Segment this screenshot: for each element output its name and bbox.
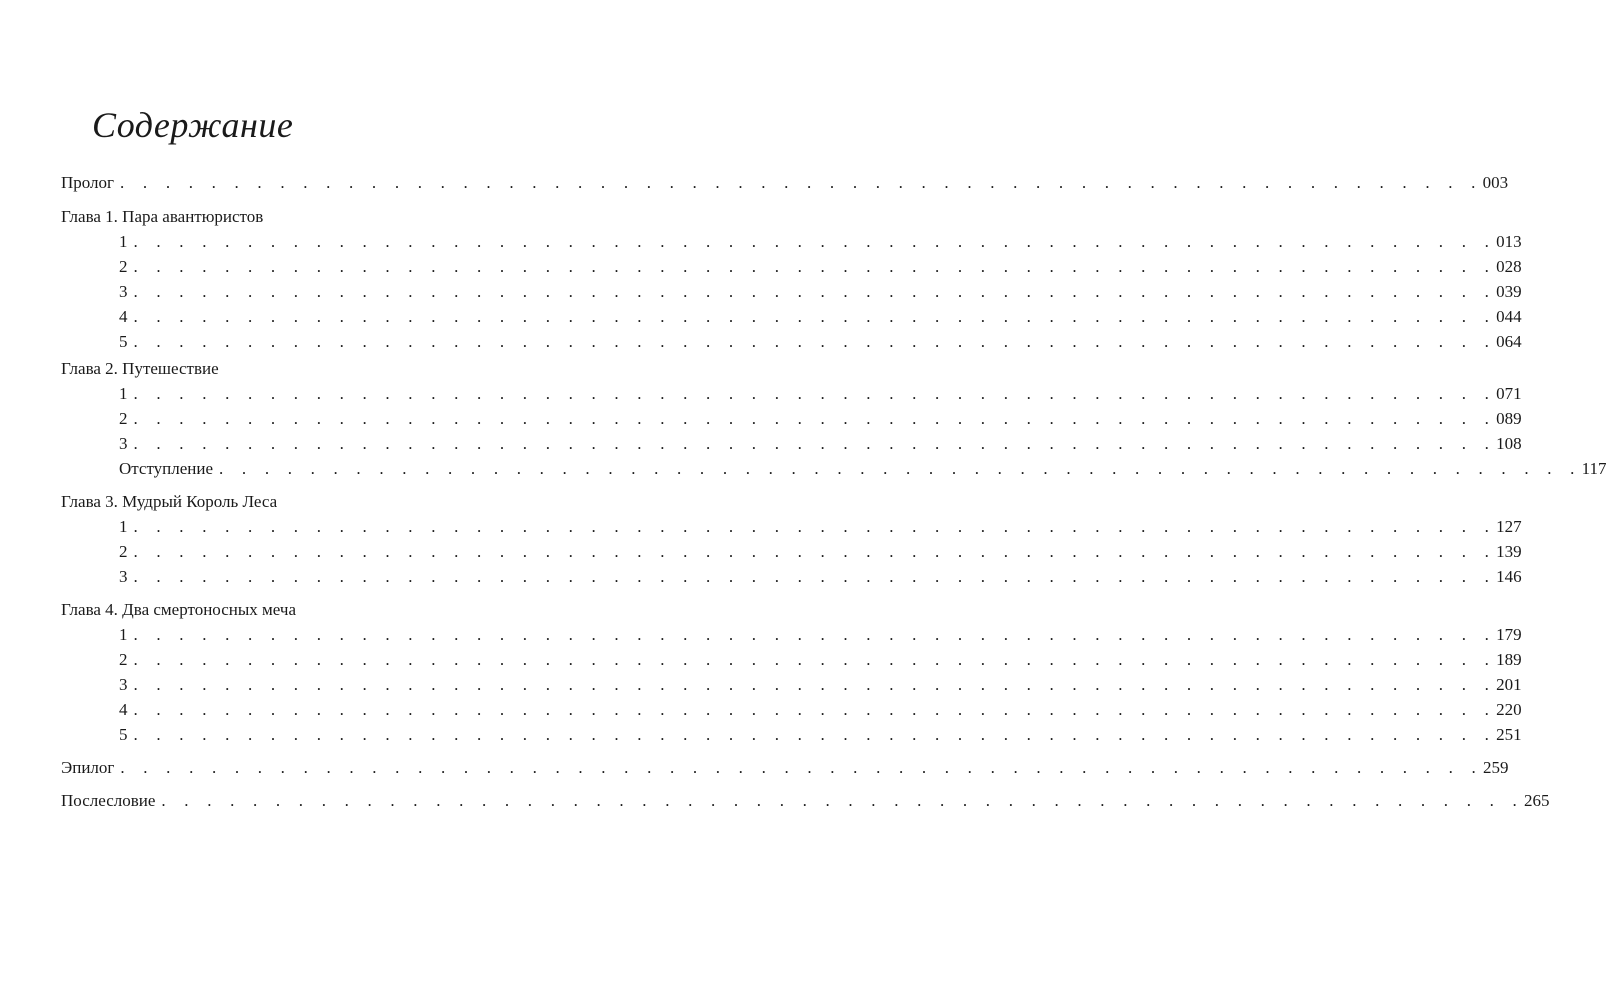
chapter-4-heading[interactable]: Глава 4. Два смертоносных меча <box>61 600 297 619</box>
toc-entry-label: 1 <box>119 384 128 403</box>
toc-entry-label: 1 <box>119 625 128 644</box>
toc-entry-label: 3 <box>119 282 128 301</box>
dot-leader: . . . . . . . . . . . . . . . . . . . . . . . . . . . . . . . . . . . . . . . . . . . . . . . . . . . . . . . . . . . . <box>133 517 1497 536</box>
dot-leader: . . . . . . . . . . . . . . . . . . . . . . . . . . . . . . . . . . . . . . . . . . . . . . . . . . . . . . . . . . . . <box>133 434 1497 453</box>
toc-entry-page: 251 <box>1496 725 1522 744</box>
dot-leader: . . . . . . . . . . . . . . . . . . . . . . . . . . . . . . . . . . . . . . . . . . . . . . . . . . . . . . . . . . . . <box>133 542 1497 561</box>
toc-entry-label: 3 <box>119 675 128 694</box>
toc-entry-label: 3 <box>119 567 128 586</box>
dot-leader: . . . . . . . . . . . . . . . . . . . . . . . . . . . . . . . . . . . . . . . . . . . . . . . . . . . . . . . . . . . . <box>133 409 1497 428</box>
chapter-1-heading[interactable]: Глава 1. Пара авантюристов <box>61 207 264 226</box>
dot-leader: . . . . . . . . . . . . . . . . . . . . . . . . . . . . . . . . . . . . . . . . . . . . . . . . . . . . . . . . . . . . <box>161 791 1524 810</box>
dot-leader: . . . . . . . . . . . . . . . . . . . . . . . . . . . . . . . . . . . . . . . . . . . . . . . . . . . . . . . . . . . . <box>133 675 1497 694</box>
toc-entry-label: 2 <box>119 650 128 669</box>
toc-entry-label: 5 <box>119 725 128 744</box>
toc-entry-label: 4 <box>119 700 128 719</box>
toc-entry-label: 2 <box>119 409 128 428</box>
toc-entry-label: Пролог <box>61 173 115 192</box>
toc-entry-label: Послесловие <box>61 791 156 810</box>
page-title: Содержание <box>92 105 294 145</box>
toc-entry-page: 179 <box>1496 625 1522 644</box>
toc-entry-page: 146 <box>1496 567 1522 586</box>
dot-leader: . . . . . . . . . . . . . . . . . . . . . . . . . . . . . . . . . . . . . . . . . . . . . . . . . . . . . . . . . . . . <box>133 232 1497 251</box>
dot-leader: . . . . . . . . . . . . . . . . . . . . . . . . . . . . . . . . . . . . . . . . . . . . . . . . . . . . . . . . . . . . <box>133 567 1497 586</box>
chapter-2-heading[interactable]: Глава 2. Путешествие <box>61 359 219 378</box>
dot-leader: . . . . . . . . . . . . . . . . . . . . . . . . . . . . . . . . . . . . . . . . . . . . . . . . . . . . . . . . . . . . <box>120 758 1483 777</box>
toc-entry-label: 2 <box>119 542 128 561</box>
toc-entry-ch4-s5[interactable] <box>119 723 1522 747</box>
toc-entry-page: 089 <box>1496 409 1522 428</box>
toc-entry-label: Отступление <box>119 459 214 478</box>
toc-entry-ch3-s3[interactable] <box>119 565 1522 589</box>
toc-entry-page: 220 <box>1496 700 1522 719</box>
toc-entry-page: 259 <box>1482 758 1509 777</box>
toc-entry-ch4-s2[interactable] <box>119 648 1522 672</box>
toc-entry-afterword[interactable] <box>61 789 1550 813</box>
toc-entry-page: 003 <box>1482 173 1509 192</box>
toc-entry-page: 071 <box>1496 384 1522 403</box>
dot-leader: . . . . . . . . . . . . . . . . . . . . . . . . . . . . . . . . . . . . . . . . . . . . . . . . . . . . . . . . . . . . <box>133 725 1497 744</box>
toc-entry-page: 044 <box>1496 307 1522 326</box>
toc-entry-label: 5 <box>119 332 128 351</box>
toc-entry-prologue[interactable] <box>61 171 1509 195</box>
chapter-3-heading[interactable]: Глава 3. Мудрый Король Леса <box>61 492 278 511</box>
dot-leader: . . . . . . . . . . . . . . . . . . . . . . . . . . . . . . . . . . . . . . . . . . . . . . . . . . . . . . . . . . . . <box>133 282 1497 301</box>
toc-entry-ch3-s1[interactable] <box>119 515 1522 539</box>
toc-entry-ch2-s1[interactable] <box>119 382 1522 406</box>
toc-entry-ch1-s4[interactable] <box>119 305 1522 329</box>
dot-leader: . . . . . . . . . . . . . . . . . . . . . . . . . . . . . . . . . . . . . . . . . . . . . . . . . . . . . . . . . . . . <box>133 384 1497 403</box>
toc-entry-label: Эпилог <box>61 758 115 777</box>
toc-entry-ch4-s3[interactable] <box>119 673 1522 697</box>
toc-entry-label: 1 <box>119 232 128 251</box>
toc-entry-page: 265 <box>1523 791 1550 810</box>
dot-leader: . . . . . . . . . . . . . . . . . . . . . . . . . . . . . . . . . . . . . . . . . . . . . . . . . . . . . . . . . . . . <box>133 332 1497 351</box>
toc-entry-ch4-s1[interactable] <box>119 623 1522 647</box>
toc-entry-ch1-s5[interactable] <box>119 330 1522 354</box>
toc-entry-label: 1 <box>119 517 128 536</box>
dot-leader: . . . . . . . . . . . . . . . . . . . . . . . . . . . . . . . . . . . . . . . . . . . . . . . . . . . . . . . . . . . . <box>120 173 1483 192</box>
toc-entry-ch2-s3[interactable] <box>119 432 1522 456</box>
toc-entry-page: 108 <box>1496 434 1522 453</box>
toc-entry-ch2-s2[interactable] <box>119 407 1522 431</box>
toc-entry-ch1-s2[interactable] <box>119 255 1522 279</box>
dot-leader: . . . . . . . . . . . . . . . . . . . . . . . . . . . . . . . . . . . . . . . . . . . . . . . . . . . . . . . . . . . . <box>133 700 1497 719</box>
toc-entry-page: 127 <box>1496 517 1522 536</box>
toc-entry-ch2-digression[interactable] <box>119 457 1606 481</box>
toc-entry-ch1-s1[interactable] <box>119 230 1522 254</box>
toc-entry-page: 039 <box>1496 282 1522 301</box>
toc-entry-label: 3 <box>119 434 128 453</box>
toc-entry-label: 2 <box>119 257 128 276</box>
toc-entry-ch4-s4[interactable] <box>119 698 1522 722</box>
toc-entry-page: 117 <box>1581 459 1606 478</box>
toc-entry-page: 013 <box>1496 232 1522 251</box>
toc-entry-page: 139 <box>1496 542 1522 561</box>
dot-leader: . . . . . . . . . . . . . . . . . . . . . . . . . . . . . . . . . . . . . . . . . . . . . . . . . . . . . . . . . . . . <box>133 650 1497 669</box>
dot-leader: . . . . . . . . . . . . . . . . . . . . . . . . . . . . . . . . . . . . . . . . . . . . . . . . . . . . . . . . . . . . <box>133 257 1497 276</box>
toc-entry-page: 064 <box>1496 332 1522 351</box>
toc-entry-ch3-s2[interactable] <box>119 540 1522 564</box>
toc-entry-ch1-s3[interactable] <box>119 280 1522 304</box>
toc-entry-page: 201 <box>1496 675 1522 694</box>
toc-entry-page: 028 <box>1496 257 1522 276</box>
toc-entry-page: 189 <box>1496 650 1522 669</box>
dot-leader: . . . . . . . . . . . . . . . . . . . . . . . . . . . . . . . . . . . . . . . . . . . . . . . . . . . . . . . . . . . . <box>133 625 1497 644</box>
dot-leader: . . . . . . . . . . . . . . . . . . . . . . . . . . . . . . . . . . . . . . . . . . . . . . . . . . . . . . . . . . . . <box>133 307 1497 326</box>
toc-entry-label: 4 <box>119 307 128 326</box>
toc-entry-epilogue[interactable] <box>61 756 1509 780</box>
dot-leader: . . . . . . . . . . . . . . . . . . . . . . . . . . . . . . . . . . . . . . . . . . . . . . . . . . . . . . . . . . . . <box>219 459 1582 478</box>
